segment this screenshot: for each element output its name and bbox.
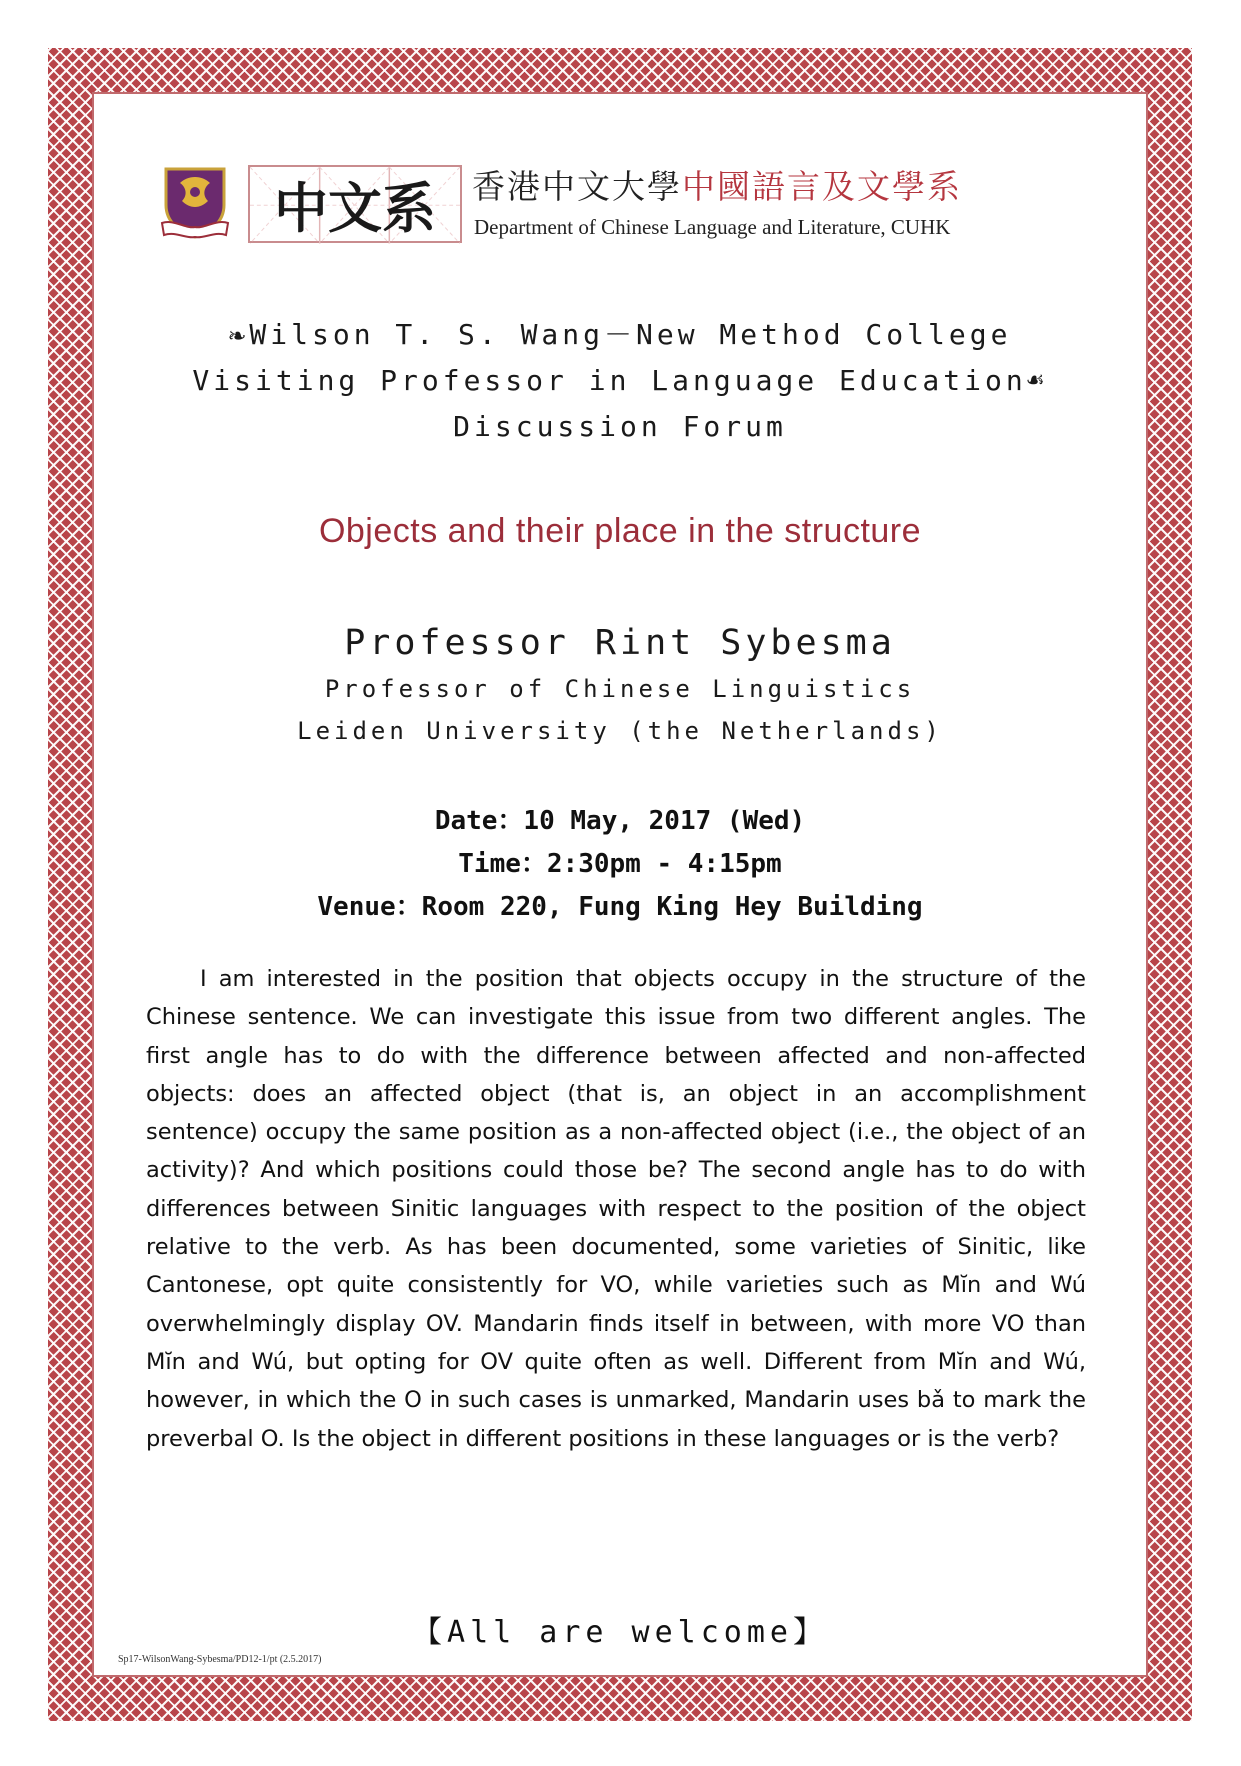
event-time: Time：2:30pm - 4:15pm <box>458 849 782 879</box>
seal-text: 中文系 <box>274 175 436 240</box>
department-name-english: Department of Chinese Language and Literature, CUHK <box>474 215 951 239</box>
speaker-block <box>140 618 1100 752</box>
speaker-name: Professor Rint Sybesma <box>344 623 896 663</box>
forum-title-line-1 <box>140 312 1100 358</box>
talk-title: Objects and their place in the structure <box>318 512 922 550</box>
department-name-chinese-red: 中國語言及文學系 <box>682 167 962 206</box>
ornament-left-icon: ❧ <box>228 318 250 351</box>
event-details <box>140 800 1100 929</box>
university-name-chinese: 香港中文大學 <box>472 167 682 206</box>
forum-title-text-1: Wilson T. S. Wang－New Method College <box>249 318 1012 351</box>
department-name-chinese <box>472 167 962 207</box>
speaker-position: Professor of Chinese Linguistics <box>324 675 916 703</box>
speaker-institution: Leiden University (the Netherlands) <box>297 717 943 745</box>
forum-title-text-2: Visiting Professor in Language Education <box>192 364 1027 397</box>
reference-code: Sp17-WilsonWang-Sybesma/PD12-1/pt (2.5.2017) <box>118 1654 322 1665</box>
cuhk-crest-icon <box>160 165 230 243</box>
welcome-note: 【All are welcome】 <box>412 1615 828 1650</box>
event-venue: Venue：Room 220, Fung King Hey Building <box>317 892 923 922</box>
talk-abstract: I am interested in the position that objects occupy in the structure of the Chinese sentence. We can investigate this issue from two different angles. The first angle has to do with the difference between affected and non-affected objects: does an affected object (that is, an object in an accomplishment sentence) occupy the same position as a non-affected object (i.e., the object of an activity)? And which positions could those be? The second angle has to do with differences between Sinitic languages with respect to the position of the object relative to the verb. As has been documented, some varieties of Sinitic, like Cantonese, opt quite consistently for VO, while varieties such as Mĭn and Wú overwhelmingly display OV. Mandarin finds itself in between, with more VO than Mĭn and Wú, but opting for OV quite often as well. Different from Mĭn and Wú, however, in which the O in such cases is unmarked, Mandarin uses bǎ to mark the preverbal O. Is the object in different positions in these languages or is the verb? <box>146 966 1086 1452</box>
ornament-right-icon: ☙ <box>1026 364 1048 397</box>
forum-title <box>140 312 1100 450</box>
department-header <box>160 165 1020 245</box>
event-date: Date：10 May, 2017 (Wed) <box>434 806 806 836</box>
department-seal <box>248 165 462 243</box>
forum-title-line-3: Discussion Forum <box>453 410 787 443</box>
forum-title-line-2 <box>140 358 1100 404</box>
